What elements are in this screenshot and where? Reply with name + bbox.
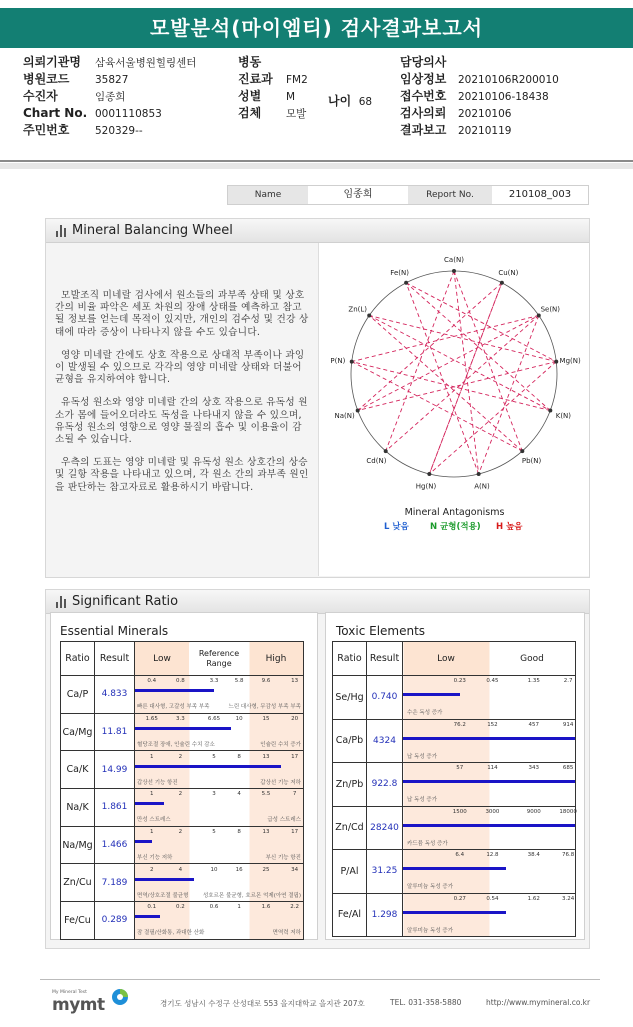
ratio-bar-cell <box>135 713 304 751</box>
high-header: High <box>265 653 287 664</box>
ratio-result: 0.740 <box>367 676 403 720</box>
ratio-bar <box>403 737 575 740</box>
note-low: 납 독성 증가 <box>407 797 438 804</box>
ratio-result: 1.298 <box>367 893 403 937</box>
ratio-row <box>61 864 304 902</box>
info-key: 진료과 <box>238 72 273 86</box>
tick-label: 3.3 <box>209 678 219 685</box>
ratio-row <box>61 713 304 751</box>
wheel-node <box>500 281 504 285</box>
tick-label: 8 <box>237 753 241 760</box>
note-low: 면역/상호조절 불균형 <box>137 892 189 899</box>
ratio-bar-area <box>403 763 575 805</box>
ratio-label: Zn/Cu <box>61 864 95 902</box>
range-header <box>403 642 576 676</box>
antagonism-line <box>369 315 556 361</box>
ratio-label: Zn/Pb <box>333 763 367 807</box>
tick-label: 343 <box>528 765 539 772</box>
report-label: Report No. <box>408 186 492 204</box>
tick-label: 1.62 <box>527 895 540 902</box>
tick-label: 0.4 <box>147 678 157 685</box>
tick-label: 2.2 <box>290 904 299 911</box>
wheel-node <box>554 360 558 364</box>
tick-label: 914 <box>562 721 574 728</box>
ratio-bar-area <box>403 894 575 936</box>
ratio-label: Ca/K <box>61 751 95 789</box>
info-col-1 <box>23 54 196 139</box>
ratio-bar-area <box>135 789 303 825</box>
ratio-row <box>61 751 304 789</box>
note-high: 성호르몬 불균형, 호르몬 억제(아연 결핍) <box>202 892 301 899</box>
ratio-label: Se/Hg <box>333 676 367 720</box>
wheel-node-label: Pb(N) <box>521 457 542 466</box>
note-low: 혈당조절 장애, 인슐린 수치 감소 <box>137 742 215 749</box>
result-header: Result <box>367 642 403 676</box>
info-row <box>400 71 559 88</box>
ratio-bar-cell <box>135 676 304 714</box>
tick-label: 10 <box>235 716 243 723</box>
note-low: 알루미늄 독성 증가 <box>407 927 454 934</box>
ratio-bar-cell <box>403 763 576 807</box>
ratio-result: 7.189 <box>95 864 135 902</box>
tick-label: 57 <box>456 765 464 772</box>
legend-low: L 낮음 <box>384 522 409 532</box>
report-value: 210108_003 <box>492 186 588 204</box>
info-value: 임종희 <box>95 91 126 103</box>
antagonism-line <box>454 271 522 451</box>
reference-label: Reference <box>198 648 240 658</box>
tick-label: 2 <box>178 753 183 760</box>
tick-label: 38.4 <box>527 852 540 859</box>
ratio-bar-cell <box>135 789 304 827</box>
wheel-title: Mineral Antagonisms <box>404 507 505 518</box>
ratio-bar <box>403 867 506 870</box>
mw-paragraph: 모발조직 미네랄 검사에서 원소들의 과부족 상태 및 상호간의 비율 파악은 세포 차원의 장애 상태를 예측하고 참고될 정보를 얻는데 목적이 있지만, 개인의 검수성 및 건강 상태에 따라 증상이 나타나지 않을 수도 있습니다. <box>55 290 309 338</box>
ratio-label: Fe/Cu <box>61 902 95 940</box>
divider <box>0 160 633 162</box>
wheel-node <box>367 313 371 317</box>
tick-label: 685 <box>562 765 574 772</box>
tick-label: 17 <box>291 753 299 760</box>
antagonism-line <box>358 362 557 411</box>
info-value: 20210119 <box>458 125 512 137</box>
ratio-result: 1.861 <box>95 789 135 827</box>
ratio-bar <box>403 824 575 827</box>
tick-label: 9000 <box>526 808 541 815</box>
info-row <box>400 122 559 139</box>
age-value: 68 <box>358 96 373 108</box>
legend-high: H 높음 <box>496 522 523 532</box>
wheel-node-label: Cd(N) <box>366 457 387 466</box>
ratio-row <box>61 789 304 827</box>
ratio-bar-area <box>403 850 575 892</box>
wheel-node-label: K(N) <box>555 411 572 420</box>
info-key: 병동 <box>238 55 262 69</box>
tick-label: 5.8 <box>234 678 244 685</box>
ratio-bar <box>135 802 164 805</box>
info-key: 결과보고 <box>400 123 447 137</box>
bar-chart-icon <box>56 596 67 608</box>
tick-label: 4 <box>178 866 183 873</box>
tick-label: 0.8 <box>175 678 185 685</box>
footer-tel: TEL. 031-358-5880 <box>390 998 462 1007</box>
info-key: 접수번호 <box>400 89 447 103</box>
tick-label: 16 <box>235 866 243 873</box>
note-low: 부신 기능 저하 <box>137 855 173 862</box>
wheel-node <box>452 269 456 273</box>
wheel-circle <box>351 271 557 477</box>
mineral-wheel-header <box>46 219 589 243</box>
tick-label: 1 <box>150 791 154 798</box>
ratio-result: 14.99 <box>95 751 135 789</box>
tick-label: 13 <box>291 678 299 685</box>
info-row <box>400 54 559 71</box>
ratio-row <box>333 806 576 850</box>
wheel-node <box>548 409 552 413</box>
tick-label: 1 <box>150 829 154 836</box>
ratio-result: 31.25 <box>367 850 403 894</box>
ratio-bar-cell <box>135 902 304 940</box>
note-high: 느린 대사형, 무감성 부족 부족 <box>228 704 301 711</box>
info-key: 임상정보 <box>400 72 447 86</box>
tick-label: 0.45 <box>486 678 499 685</box>
info-row <box>238 54 308 71</box>
info-row <box>238 105 308 122</box>
info-value: 520329-- <box>95 125 143 137</box>
wheel-node <box>356 409 360 413</box>
ratio-result: 11.81 <box>95 713 135 751</box>
ratio-label: Ca/Pb <box>333 719 367 763</box>
info-row <box>23 71 196 88</box>
ratio-label: Na/Mg <box>61 826 95 864</box>
tick-label: 6.65 <box>207 716 221 723</box>
ratio-bar-area <box>135 714 303 750</box>
ratio-bar-cell <box>403 806 576 850</box>
mineral-antagonism-wheel <box>319 243 590 543</box>
info-value: 20210106 <box>458 108 512 120</box>
name-box <box>227 185 589 205</box>
note-low: 수은 독성 증가 <box>407 710 443 717</box>
ratio-bar-cell <box>403 893 576 937</box>
info-col-2 <box>238 54 308 122</box>
ratio-row <box>333 893 576 937</box>
tick-label: 0.2 <box>175 904 185 911</box>
info-key: 수진자 <box>23 89 58 103</box>
essential-table <box>60 641 304 940</box>
ratio-bar-cell <box>135 826 304 864</box>
ratio-bar <box>135 727 231 730</box>
wheel-node <box>537 313 541 317</box>
ratio-result: 1.466 <box>95 826 135 864</box>
bar-chart-icon <box>56 225 67 237</box>
tick-label: 8 <box>237 829 241 836</box>
ratio-result: 4324 <box>367 719 403 763</box>
ratio-bar <box>403 693 460 696</box>
essential-title: Essential Minerals <box>60 624 169 638</box>
wheel-node <box>384 449 388 453</box>
info-key: 성별 <box>238 89 262 103</box>
tick-label: 1.6 <box>261 904 271 911</box>
ratio-label: Na/K <box>61 789 95 827</box>
tick-label: 7 <box>292 791 297 798</box>
ratio-bar <box>403 911 506 914</box>
info-row <box>400 105 559 122</box>
info-key: 검사의뢰 <box>400 106 447 120</box>
tick-label: 3000 <box>485 808 500 815</box>
note-high: 면역력 저하 <box>272 930 301 937</box>
info-key: 주민번호 <box>23 123 70 137</box>
tick-label: 20 <box>291 716 299 723</box>
tick-label: 0.23 <box>453 678 466 685</box>
tick-label: 0.27 <box>453 895 466 902</box>
ratio-row <box>333 850 576 894</box>
range-header <box>135 642 304 676</box>
tick-label: 3 <box>212 791 216 798</box>
tick-label: 2 <box>178 791 183 798</box>
tick-label: 152 <box>487 721 498 728</box>
age-label: 나이 <box>328 94 352 108</box>
note-low: 납 독성 증가 <box>407 753 438 760</box>
ratio-bar-cell <box>135 864 304 902</box>
tick-label: 0.1 <box>147 904 157 911</box>
ratio-result: 28240 <box>367 806 403 850</box>
ratio-bar <box>403 780 575 783</box>
result-header: Result <box>95 642 135 676</box>
ratio-bar-area <box>403 807 575 849</box>
ratio-header: Ratio <box>61 642 95 676</box>
ratio-bar <box>135 915 160 918</box>
mineral-wheel-title: Mineral Balancing Wheel <box>72 223 233 238</box>
tick-label: 0.54 <box>486 895 499 902</box>
info-row <box>23 54 196 71</box>
info-row <box>238 88 308 105</box>
divider-shadow <box>0 163 633 169</box>
wheel-node-label: Mg(N) <box>559 357 581 366</box>
tick-label: 4 <box>237 791 241 798</box>
ratio-bar-area <box>135 752 303 788</box>
info-row <box>400 88 559 105</box>
toxic-table <box>332 641 576 937</box>
tick-label: 1500 <box>452 808 467 815</box>
tick-label: 0.6 <box>209 904 219 911</box>
ratio-row <box>333 763 576 807</box>
info-value: 모발 <box>286 108 307 120</box>
wheel-node-label: Zn(L) <box>348 305 368 314</box>
info-row <box>23 105 196 122</box>
ratio-row <box>333 719 576 763</box>
tick-label: 34 <box>291 866 299 873</box>
antagonism-line <box>386 271 454 451</box>
tick-label: 13 <box>262 829 270 836</box>
tick-label: 13 <box>262 753 270 760</box>
low-header: Low <box>437 653 455 664</box>
note-low: 빠른 대사형, 고갈성 부족 부족 <box>137 704 210 711</box>
info-value: FM2 <box>286 74 308 86</box>
ratio-header: Ratio <box>333 642 367 676</box>
wheel-node-label: P(N) <box>330 357 346 366</box>
ratio-bar-area <box>403 720 575 762</box>
ratio-label: P/Al <box>333 850 367 894</box>
note-low: 갑상선 기능 항진 <box>137 779 178 786</box>
ratio-row <box>61 902 304 940</box>
tick-label: 6.4 <box>455 852 465 859</box>
note-high: 인슐린 수치 증가 <box>260 742 301 749</box>
wheel-node <box>520 449 524 453</box>
footer-divider <box>40 979 600 980</box>
antagonism-line <box>358 283 502 411</box>
wheel-node-label: A(N) <box>474 482 490 491</box>
ratio-bar-cell <box>135 751 304 789</box>
ratio-label: Ca/P <box>61 676 95 714</box>
logo-tagline: My Mineral Test <box>52 990 87 995</box>
logo-text: mymt <box>52 995 105 1015</box>
tick-label: 457 <box>528 721 539 728</box>
mw-paragraph: 우측의 도표는 영양 미네랄 및 유독성 원소 상호간의 상승 및 길항 작용을 나타내고 있으며, 각 원소 간의 과부족 원인을 판단하는 참고자료로 활용하시기 바랍니다. <box>55 457 309 493</box>
tick-label: 5 <box>212 753 216 760</box>
ratio-bar <box>135 840 152 843</box>
ratio-bar <box>135 689 214 692</box>
info-value: 삼육서울병원힐링센터 <box>95 57 197 69</box>
info-value: M <box>286 91 296 103</box>
tick-label: 18000 <box>559 808 577 815</box>
wheel-node <box>350 360 354 364</box>
report-title: 모발분석(마이엠티) 검사결과보고서 <box>0 8 633 48</box>
tick-label: 9.6 <box>261 678 271 685</box>
note-high: 급성 스트레스 <box>267 817 301 824</box>
ratio-row <box>61 826 304 864</box>
ratio-bar-area <box>135 827 303 863</box>
ratio-bar-area <box>135 902 303 938</box>
wheel-node <box>477 472 481 476</box>
tick-label: 25 <box>262 866 270 873</box>
tick-label: 1 <box>150 753 154 760</box>
footer-address: 경기도 성남시 수정구 산성대로 553 을지대학교 을지관 207호 <box>160 999 365 1008</box>
info-key: Chart No. <box>23 106 88 120</box>
note-high: 갑상선 기능 저하 <box>260 779 301 786</box>
wheel-node-label: Fe(N) <box>390 269 409 278</box>
ratio-row <box>333 676 576 720</box>
ratio-bar-cell <box>403 676 576 720</box>
info-row <box>23 122 196 139</box>
note-low: 카드뮴 독성 증가 <box>407 840 448 847</box>
range-label: Range <box>206 658 232 668</box>
tick-label: 5.5 <box>261 791 271 798</box>
info-row <box>238 71 308 88</box>
mineral-wheel-text <box>55 290 310 505</box>
ratio-row <box>61 676 304 714</box>
wheel-node-label: Hg(N) <box>415 482 437 491</box>
antagonism-line <box>352 362 551 411</box>
ratio-bar-cell <box>403 719 576 763</box>
ratio-result: 0.289 <box>95 902 135 940</box>
tick-label: 10 <box>210 866 218 873</box>
wheel-node-label: Se(N) <box>540 305 561 314</box>
info-key: 담당의사 <box>400 55 447 69</box>
wheel-node <box>427 472 431 476</box>
ratio-label: Zn/Cd <box>333 806 367 850</box>
info-key: 검체 <box>238 106 262 120</box>
tick-label: 12.8 <box>486 852 499 859</box>
tick-label: 5 <box>212 829 216 836</box>
info-value: 0001110853 <box>95 108 162 120</box>
wheel-node <box>404 281 408 285</box>
note-high: 부신 기능 항진 <box>265 855 301 862</box>
tick-label: 17 <box>291 829 299 836</box>
tick-label: 1.35 <box>527 678 540 685</box>
info-col-3 <box>400 54 559 139</box>
ratio-bar <box>135 878 194 881</box>
info-key: 의뢰기관명 <box>23 55 81 69</box>
name-label: Name <box>228 186 308 204</box>
mw-paragraph: 유독성 원소와 영양 미네랄 간의 상호 작용으로 유독성 원소가 몸에 들어오더라도 독성을 나타내지 않을 수 있으며, 유독성 원소의 영향으로 영양 물질의 흡수 및 이용율이 감소될 수 있습니다. <box>55 397 308 446</box>
wheel-node-label: Na(N) <box>334 411 355 420</box>
ratio-bar-area <box>135 676 303 712</box>
significant-ratio-title: Significant Ratio <box>72 594 179 609</box>
note-low: 알루미늄 독성 증가 <box>407 884 454 891</box>
ratio-result: 922.8 <box>367 763 403 807</box>
info-key: 병원코드 <box>23 72 70 86</box>
significant-ratio-header <box>46 590 589 614</box>
tick-label: 2 <box>150 866 154 873</box>
tick-label: 2 <box>178 829 183 836</box>
mw-paragraph: 영양 미네랄 간에도 상호 작용으로 상대적 부족이나 과잉이 발생될 수 있으므로 각각의 영양 미네랄 상태와 더불어 균형을 유지하여야 합니다. <box>55 349 305 386</box>
tick-label: 2.7 <box>563 678 573 685</box>
name-value: 임종희 <box>308 186 408 204</box>
ratio-bar <box>135 765 281 768</box>
tick-label: 15 <box>262 716 270 723</box>
age-row <box>328 93 372 111</box>
wheel-node-label: Cu(N) <box>498 269 519 278</box>
good-header: Good <box>520 653 544 664</box>
ratio-bar-area <box>135 865 303 901</box>
antagonism-line <box>352 315 539 361</box>
tick-label: 76.8 <box>561 852 575 859</box>
info-value: 20210106R200010 <box>458 74 559 86</box>
tick-label: 1.65 <box>145 716 158 723</box>
legend-normal: N 균형(적용) <box>430 522 481 532</box>
low-header: Low <box>153 653 171 664</box>
ratio-label: Fe/Al <box>333 893 367 937</box>
footer-url[interactable]: http://www.mymineral.co.kr <box>486 998 591 1007</box>
tick-label: 3.3 <box>175 716 185 723</box>
reference-header <box>189 643 249 675</box>
tick-label: 1 <box>237 904 241 911</box>
note-low: 잠 결필/산화통, 과대한 산화 <box>137 930 205 937</box>
ratio-bar-cell <box>403 850 576 894</box>
tick-label: 76.2 <box>453 721 466 728</box>
tick-label: 3.24 <box>561 895 575 902</box>
tick-label: 114 <box>487 765 498 772</box>
info-value: 20210106-18438 <box>458 91 549 103</box>
ratio-label: Ca/Mg <box>61 713 95 751</box>
logo-mark-icon <box>111 988 129 1006</box>
toxic-title: Toxic Elements <box>336 624 426 638</box>
ratio-bar-area <box>403 676 575 718</box>
info-row <box>23 88 196 105</box>
wheel-node-label: Ca(N) <box>444 256 464 264</box>
note-low: 만성 스트레스 <box>137 817 171 824</box>
ratio-result: 4.833 <box>95 676 135 714</box>
info-value: 35827 <box>95 74 129 86</box>
